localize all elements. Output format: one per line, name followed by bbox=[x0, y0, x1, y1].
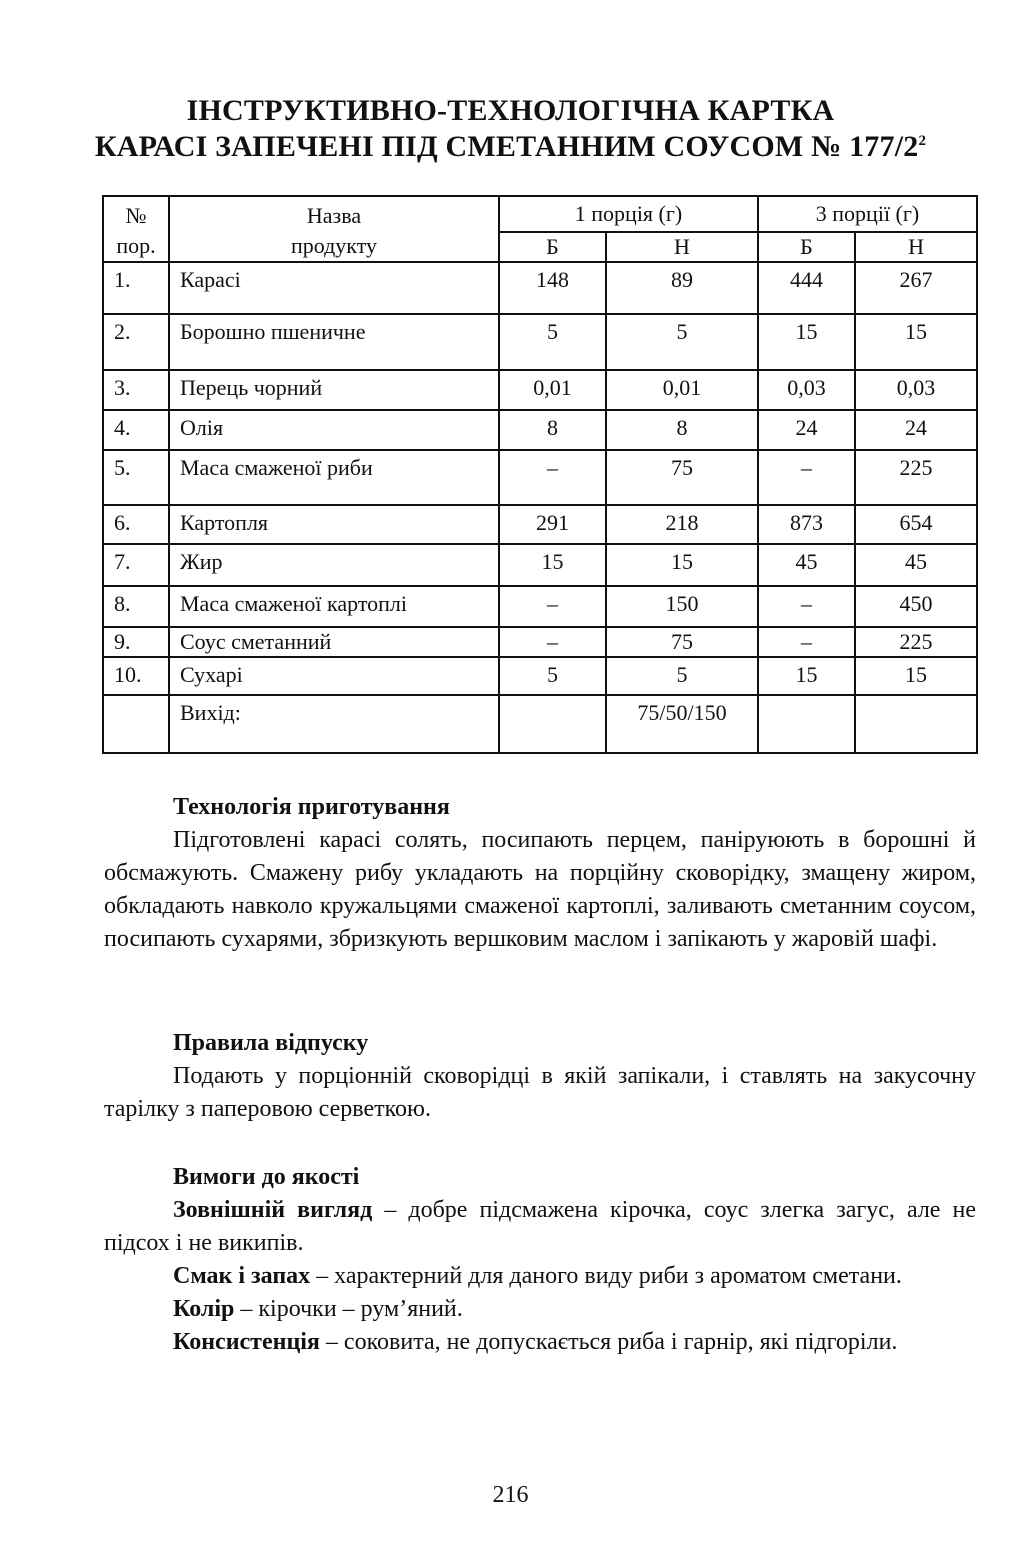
serving-heading: Правила відпуску bbox=[173, 1030, 369, 1056]
table-row bbox=[103, 410, 977, 450]
table-row bbox=[103, 627, 977, 657]
header-name-line1: Назва bbox=[306, 203, 362, 228]
table-row bbox=[103, 314, 977, 370]
technology-text: Підготовлені карасі солять, посипають перцем, паніруюють в борошні й обсмажують. Смажену рибу укладають на порційну сковорідку, змащену жиром, обкладають навколо кружальцями смаженої картоплі, заливають сметанним соусом, посипають сухарями, збризкують вершковим маслом і запікають у жаровій шафі. bbox=[104, 827, 976, 952]
row-gross-3: 45 bbox=[758, 544, 855, 586]
row-net-1: 218 bbox=[606, 505, 758, 544]
header-name-line2: продукту bbox=[290, 233, 378, 258]
row-product: Перець чорний bbox=[169, 370, 499, 410]
row-net-3: 225 bbox=[855, 627, 977, 657]
serving-section bbox=[104, 1027, 976, 1126]
taste-smell-text: – характерний для даного виду риби з ароматом сметани. bbox=[310, 1263, 902, 1289]
row-gross-3 bbox=[758, 695, 855, 753]
row-net-1: 8 bbox=[606, 410, 758, 450]
row-net-1: 5 bbox=[606, 657, 758, 695]
row-gross-3: 873 bbox=[758, 505, 855, 544]
row-net-1: 89 bbox=[606, 262, 758, 314]
row-product: Олія bbox=[169, 410, 499, 450]
quality-color bbox=[104, 1293, 976, 1326]
table-row bbox=[103, 586, 977, 627]
row-number: 6. bbox=[103, 505, 169, 544]
row-net-1: 75/50/150 bbox=[606, 695, 758, 753]
row-product: Сухарі bbox=[169, 657, 499, 695]
row-gross-3: – bbox=[758, 586, 855, 627]
row-gross-3: 0,03 bbox=[758, 370, 855, 410]
document-title-line1: ІНСТРУКТИВНО-ТЕХНОЛОГІЧНА КАРТКА bbox=[186, 94, 835, 127]
row-number: 3. bbox=[103, 370, 169, 410]
row-net-3 bbox=[855, 695, 977, 753]
row-gross-1: 5 bbox=[499, 314, 606, 370]
row-gross-1: 148 bbox=[499, 262, 606, 314]
recipe-name: КАРАСІ ЗАПЕЧЕНІ ПІД СМЕТАННИМ СОУСОМ № 177/2 bbox=[94, 130, 919, 163]
row-product: Соус сметанний bbox=[169, 627, 499, 657]
row-number: 5. bbox=[103, 450, 169, 505]
table-row bbox=[103, 262, 977, 314]
quality-taste-smell bbox=[104, 1260, 976, 1293]
header-number bbox=[103, 196, 169, 262]
row-net-3: 24 bbox=[855, 410, 977, 450]
row-net-1: 0,01 bbox=[606, 370, 758, 410]
row-net-1: 150 bbox=[606, 586, 758, 627]
document-title-line2 bbox=[0, 130, 1021, 164]
recipe-footnote-mark: 2 bbox=[918, 133, 927, 149]
table-header-row bbox=[103, 196, 977, 232]
row-number: 8. bbox=[103, 586, 169, 627]
technology-section bbox=[104, 791, 976, 956]
table-row bbox=[103, 657, 977, 695]
row-gross-1: 15 bbox=[499, 544, 606, 586]
color-label: Колір bbox=[173, 1296, 235, 1322]
technology-heading: Технологія приготування bbox=[173, 794, 450, 820]
row-net-3: 450 bbox=[855, 586, 977, 627]
row-number: 1. bbox=[103, 262, 169, 314]
row-product: Карасі bbox=[169, 262, 499, 314]
row-gross-1: – bbox=[499, 450, 606, 505]
consistency-label: Консистенція bbox=[173, 1329, 320, 1355]
table-row bbox=[103, 450, 977, 505]
appearance-label: Зовнішній вигляд bbox=[173, 1197, 373, 1223]
header-net-3: Н bbox=[855, 232, 977, 262]
header-net-1: Н bbox=[606, 232, 758, 262]
header-three-portions: 3 порції (г) bbox=[758, 196, 977, 232]
row-product: Вихід: bbox=[169, 695, 499, 753]
row-net-3: 225 bbox=[855, 450, 977, 505]
consistency-text: – соковита, не допускається риба і гарнір, які підгоріли. bbox=[319, 1329, 898, 1355]
row-net-1: 75 bbox=[606, 450, 758, 505]
header-gross-1: Б bbox=[499, 232, 606, 262]
row-net-3: 15 bbox=[855, 657, 977, 695]
row-gross-3: 24 bbox=[758, 410, 855, 450]
row-net-3: 654 bbox=[855, 505, 977, 544]
row-net-3: 0,03 bbox=[855, 370, 977, 410]
table-row bbox=[103, 370, 977, 410]
row-gross-1: – bbox=[499, 586, 606, 627]
row-gross-3: 444 bbox=[758, 262, 855, 314]
row-product: Маса смаженої риби bbox=[169, 450, 499, 505]
row-product: Картопля bbox=[169, 505, 499, 544]
row-gross-1: 5 bbox=[499, 657, 606, 695]
row-net-1: 75 bbox=[606, 627, 758, 657]
row-number: 4. bbox=[103, 410, 169, 450]
table-row bbox=[103, 544, 977, 586]
row-gross-1: 0,01 bbox=[499, 370, 606, 410]
row-gross-1: 8 bbox=[499, 410, 606, 450]
ingredients-table bbox=[102, 195, 978, 754]
row-gross-1: 291 bbox=[499, 505, 606, 544]
row-number: 9. bbox=[103, 627, 169, 657]
taste-smell-label: Смак і запах bbox=[173, 1263, 311, 1289]
table-row bbox=[103, 505, 977, 544]
appearance-text: – добре підсмажена кірочка, соус злегка загус, але не підсох і не википів. bbox=[104, 1197, 977, 1256]
quality-section bbox=[104, 1161, 976, 1359]
row-net-3: 15 bbox=[855, 314, 977, 370]
row-net-3: 45 bbox=[855, 544, 977, 586]
row-number: 7. bbox=[103, 544, 169, 586]
header-gross-3: Б bbox=[758, 232, 855, 262]
row-net-1: 5 bbox=[606, 314, 758, 370]
row-product: Маса смаженої картоплі bbox=[169, 586, 499, 627]
row-number: 10. bbox=[103, 657, 169, 695]
row-net-1: 15 bbox=[606, 544, 758, 586]
row-gross-3: 15 bbox=[758, 657, 855, 695]
row-gross-1 bbox=[499, 695, 606, 753]
row-gross-1: – bbox=[499, 627, 606, 657]
header-one-portion: 1 порція (г) bbox=[499, 196, 758, 232]
quality-appearance bbox=[104, 1194, 976, 1260]
row-net-3: 267 bbox=[855, 262, 977, 314]
row-gross-3: – bbox=[758, 450, 855, 505]
table-row-yield bbox=[103, 695, 977, 753]
quality-consistency bbox=[104, 1326, 976, 1359]
row-gross-3: – bbox=[758, 627, 855, 657]
row-product: Жир bbox=[169, 544, 499, 586]
header-product-name bbox=[169, 196, 499, 262]
serving-text: Подають у порціонній сковорідці в якій запікали, і ставлять на закусочну тарілку з паперовою серветкою. bbox=[104, 1063, 976, 1122]
row-number: 2. bbox=[103, 314, 169, 370]
row-gross-3: 15 bbox=[758, 314, 855, 370]
header-number-symbol: № bbox=[125, 203, 147, 228]
page-number: 216 bbox=[492, 1482, 529, 1508]
header-number-label: пор. bbox=[116, 233, 156, 258]
row-product: Борошно пшеничне bbox=[169, 314, 499, 370]
color-text: – кірочки – рум’яний. bbox=[234, 1296, 463, 1322]
quality-heading: Вимоги до якості bbox=[173, 1164, 360, 1190]
row-number bbox=[103, 695, 169, 753]
